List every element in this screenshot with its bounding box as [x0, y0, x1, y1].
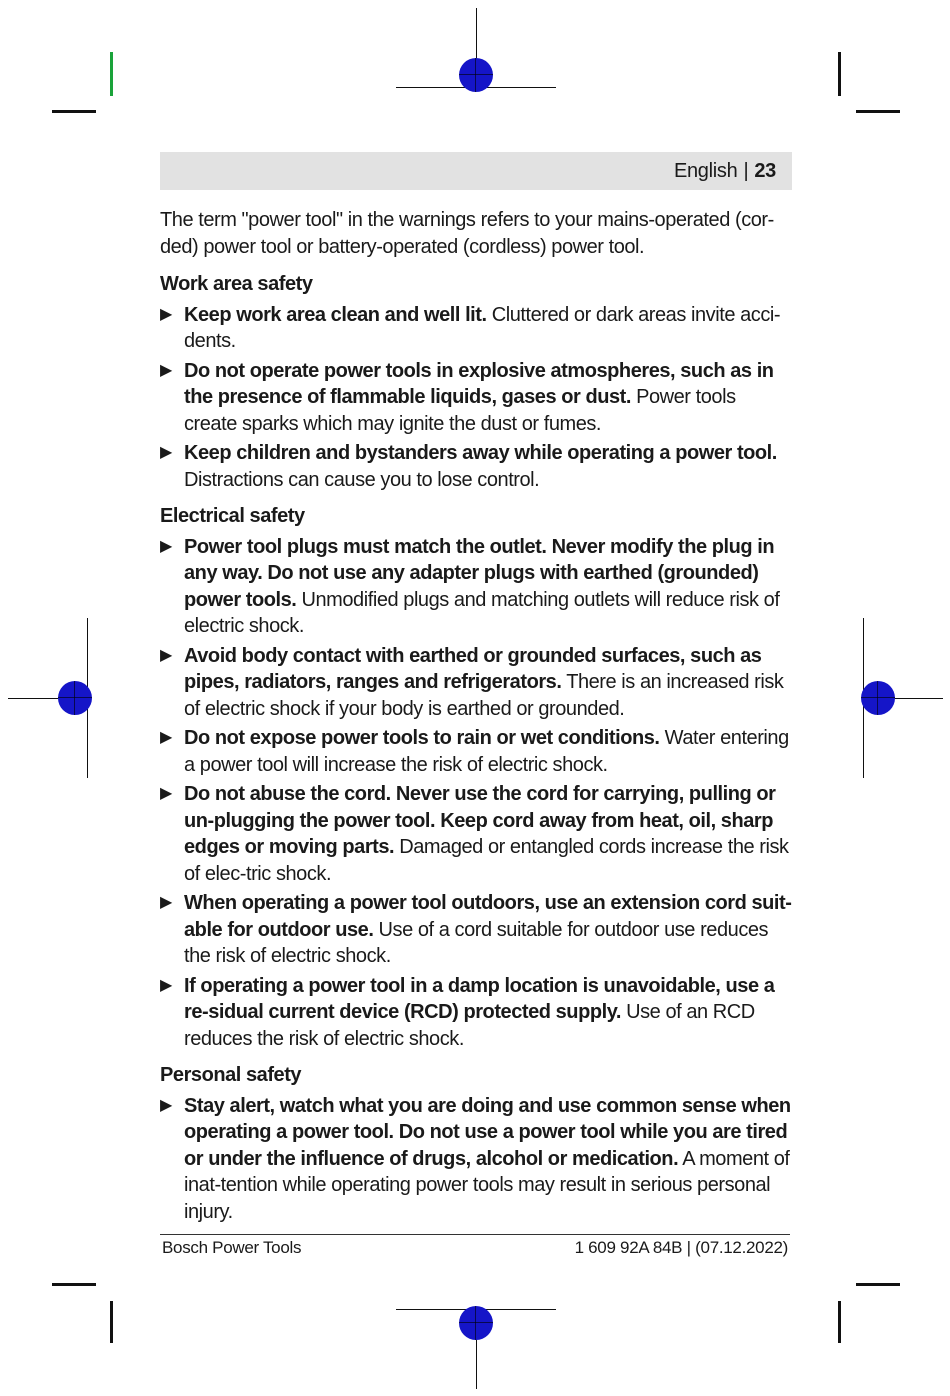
warning-instruction: Stay alert, watch what you are doing and use common sense when operating a power tool. Do not use a power tool while you are tired or under the influence of drugs, alcohol or medication. [184, 1094, 791, 1170]
warning-instruction: When operating a power tool outdoors, use an extension cord suit-able for outdoor use. [184, 892, 792, 941]
page-number: 23 [754, 159, 776, 182]
bullet-arrow-icon: ▶ [160, 537, 172, 555]
warning-explanation: Water entering a power tool will increase the risk of electric shock. [184, 727, 789, 776]
registration-mark-bottom [459, 1306, 493, 1340]
footer-document-id: 1 609 92A 84B | (07.12.2022) [574, 1238, 788, 1257]
warning-item [160, 781, 792, 887]
bullet-arrow-icon: ▶ [160, 729, 172, 746]
bullet-arrow-icon: ▶ [160, 1096, 172, 1114]
warning-explanation: Use of a cord suitable for outdoor use reduces the risk of electric shock. [184, 918, 769, 967]
header-separator: | [743, 159, 749, 182]
registration-mark-right [861, 681, 895, 715]
warning-explanation: Power tools create sparks which may ignite the dust or fumes. [184, 386, 736, 435]
warning-explanation: Use of an RCD reduces the risk of electric shock. [184, 1001, 755, 1050]
bullet-arrow-icon: ▶ [160, 361, 172, 379]
manual-page [160, 152, 792, 1235]
crop-mark-bottom-left-vertical [110, 1301, 113, 1343]
crop-mark-top-left-horizontal [52, 110, 96, 113]
warning-explanation: Distractions can cause you to lose control. [184, 468, 540, 491]
warning-item [160, 725, 792, 778]
warning-list [160, 1093, 792, 1226]
warning-instruction: Do not operate power tools in explosive atmospheres, such as in the presence of flammable liquids, gases or dust. [184, 359, 774, 408]
crop-mark-top-left-vertical [110, 52, 113, 96]
crop-mark-bottom-right-horizontal [856, 1283, 900, 1286]
safety-sections [160, 271, 792, 1225]
bullet-arrow-icon: ▶ [160, 444, 172, 461]
warning-item [160, 643, 792, 723]
warning-instruction: Power tool plugs must match the outlet. Never modify the plug in any way. Do not use any adapter plugs with earthed (grounded) power tools. [184, 535, 775, 611]
section-heading: Personal safety [160, 1064, 302, 1086]
crop-mark-bottom-left-horizontal [52, 1283, 96, 1286]
warning-instruction: Avoid body contact with earthed or grounded surfaces, such as pipes, radiators, ranges and refrigerators. [184, 644, 762, 693]
bullet-arrow-icon: ▶ [160, 305, 172, 323]
crop-mark-top-right-horizontal [856, 110, 900, 113]
warning-instruction: Do not abuse the cord. Never use the cord for carrying, pulling or un-plugging the power tool. Keep cord away from heat, oil, sharp edges or moving parts. [184, 783, 776, 858]
bullet-arrow-icon: ▶ [160, 976, 172, 994]
warning-item [160, 890, 792, 970]
warning-instruction: Keep children and bystanders away while operating a power tool. [184, 442, 777, 464]
warning-item [160, 358, 792, 438]
bullet-arrow-icon: ▶ [160, 785, 172, 802]
intro-paragraph: The term "power tool" in the warnings refers to your mains-operated (cor-ded) power tool or battery-operated (cordless) power tool. [160, 209, 774, 258]
warning-list [160, 302, 792, 494]
footer-brand: Bosch Power Tools [162, 1238, 302, 1257]
safety-content [160, 207, 792, 1225]
bullet-arrow-icon: ▶ [160, 646, 172, 664]
page-header [160, 152, 792, 190]
warning-explanation: Cluttered or dark areas invite acci-dents. [184, 303, 781, 352]
registration-mark-left [58, 681, 92, 715]
crop-mark-bottom-right-vertical [838, 1301, 841, 1343]
warning-instruction: If operating a power tool in a damp location is unavoidable, use a re-sidual current device (RCD) protected supply. [184, 974, 775, 1023]
warning-item [160, 973, 792, 1053]
warning-instruction: Keep work area clean and well lit. [184, 303, 487, 326]
warning-item [160, 534, 792, 640]
bullet-arrow-icon: ▶ [160, 894, 172, 911]
page-footer [160, 1234, 790, 1258]
warning-explanation: Unmodified plugs and matching outlets will reduce risk of electric shock. [184, 588, 780, 637]
warning-explanation: There is an increased risk of electric shock if your body is earthed or grounded. [184, 671, 784, 720]
warning-explanation: Damaged or entangled cords increase the risk of elec-tric shock. [184, 836, 789, 885]
warning-item [160, 1093, 792, 1226]
registration-mark-top [459, 58, 493, 92]
warning-item [160, 440, 792, 493]
warning-list [160, 534, 792, 1053]
warning-instruction: Do not expose power tools to rain or wet conditions. [184, 727, 660, 749]
warning-item [160, 302, 792, 355]
warning-explanation: A moment of inat-tention while operating power tools may result in serious personal injury. [184, 1147, 790, 1223]
header-language: English [673, 159, 738, 182]
section-heading: Work area safety [160, 273, 313, 295]
section-heading: Electrical safety [160, 505, 305, 527]
crop-mark-top-right-vertical [838, 52, 841, 96]
